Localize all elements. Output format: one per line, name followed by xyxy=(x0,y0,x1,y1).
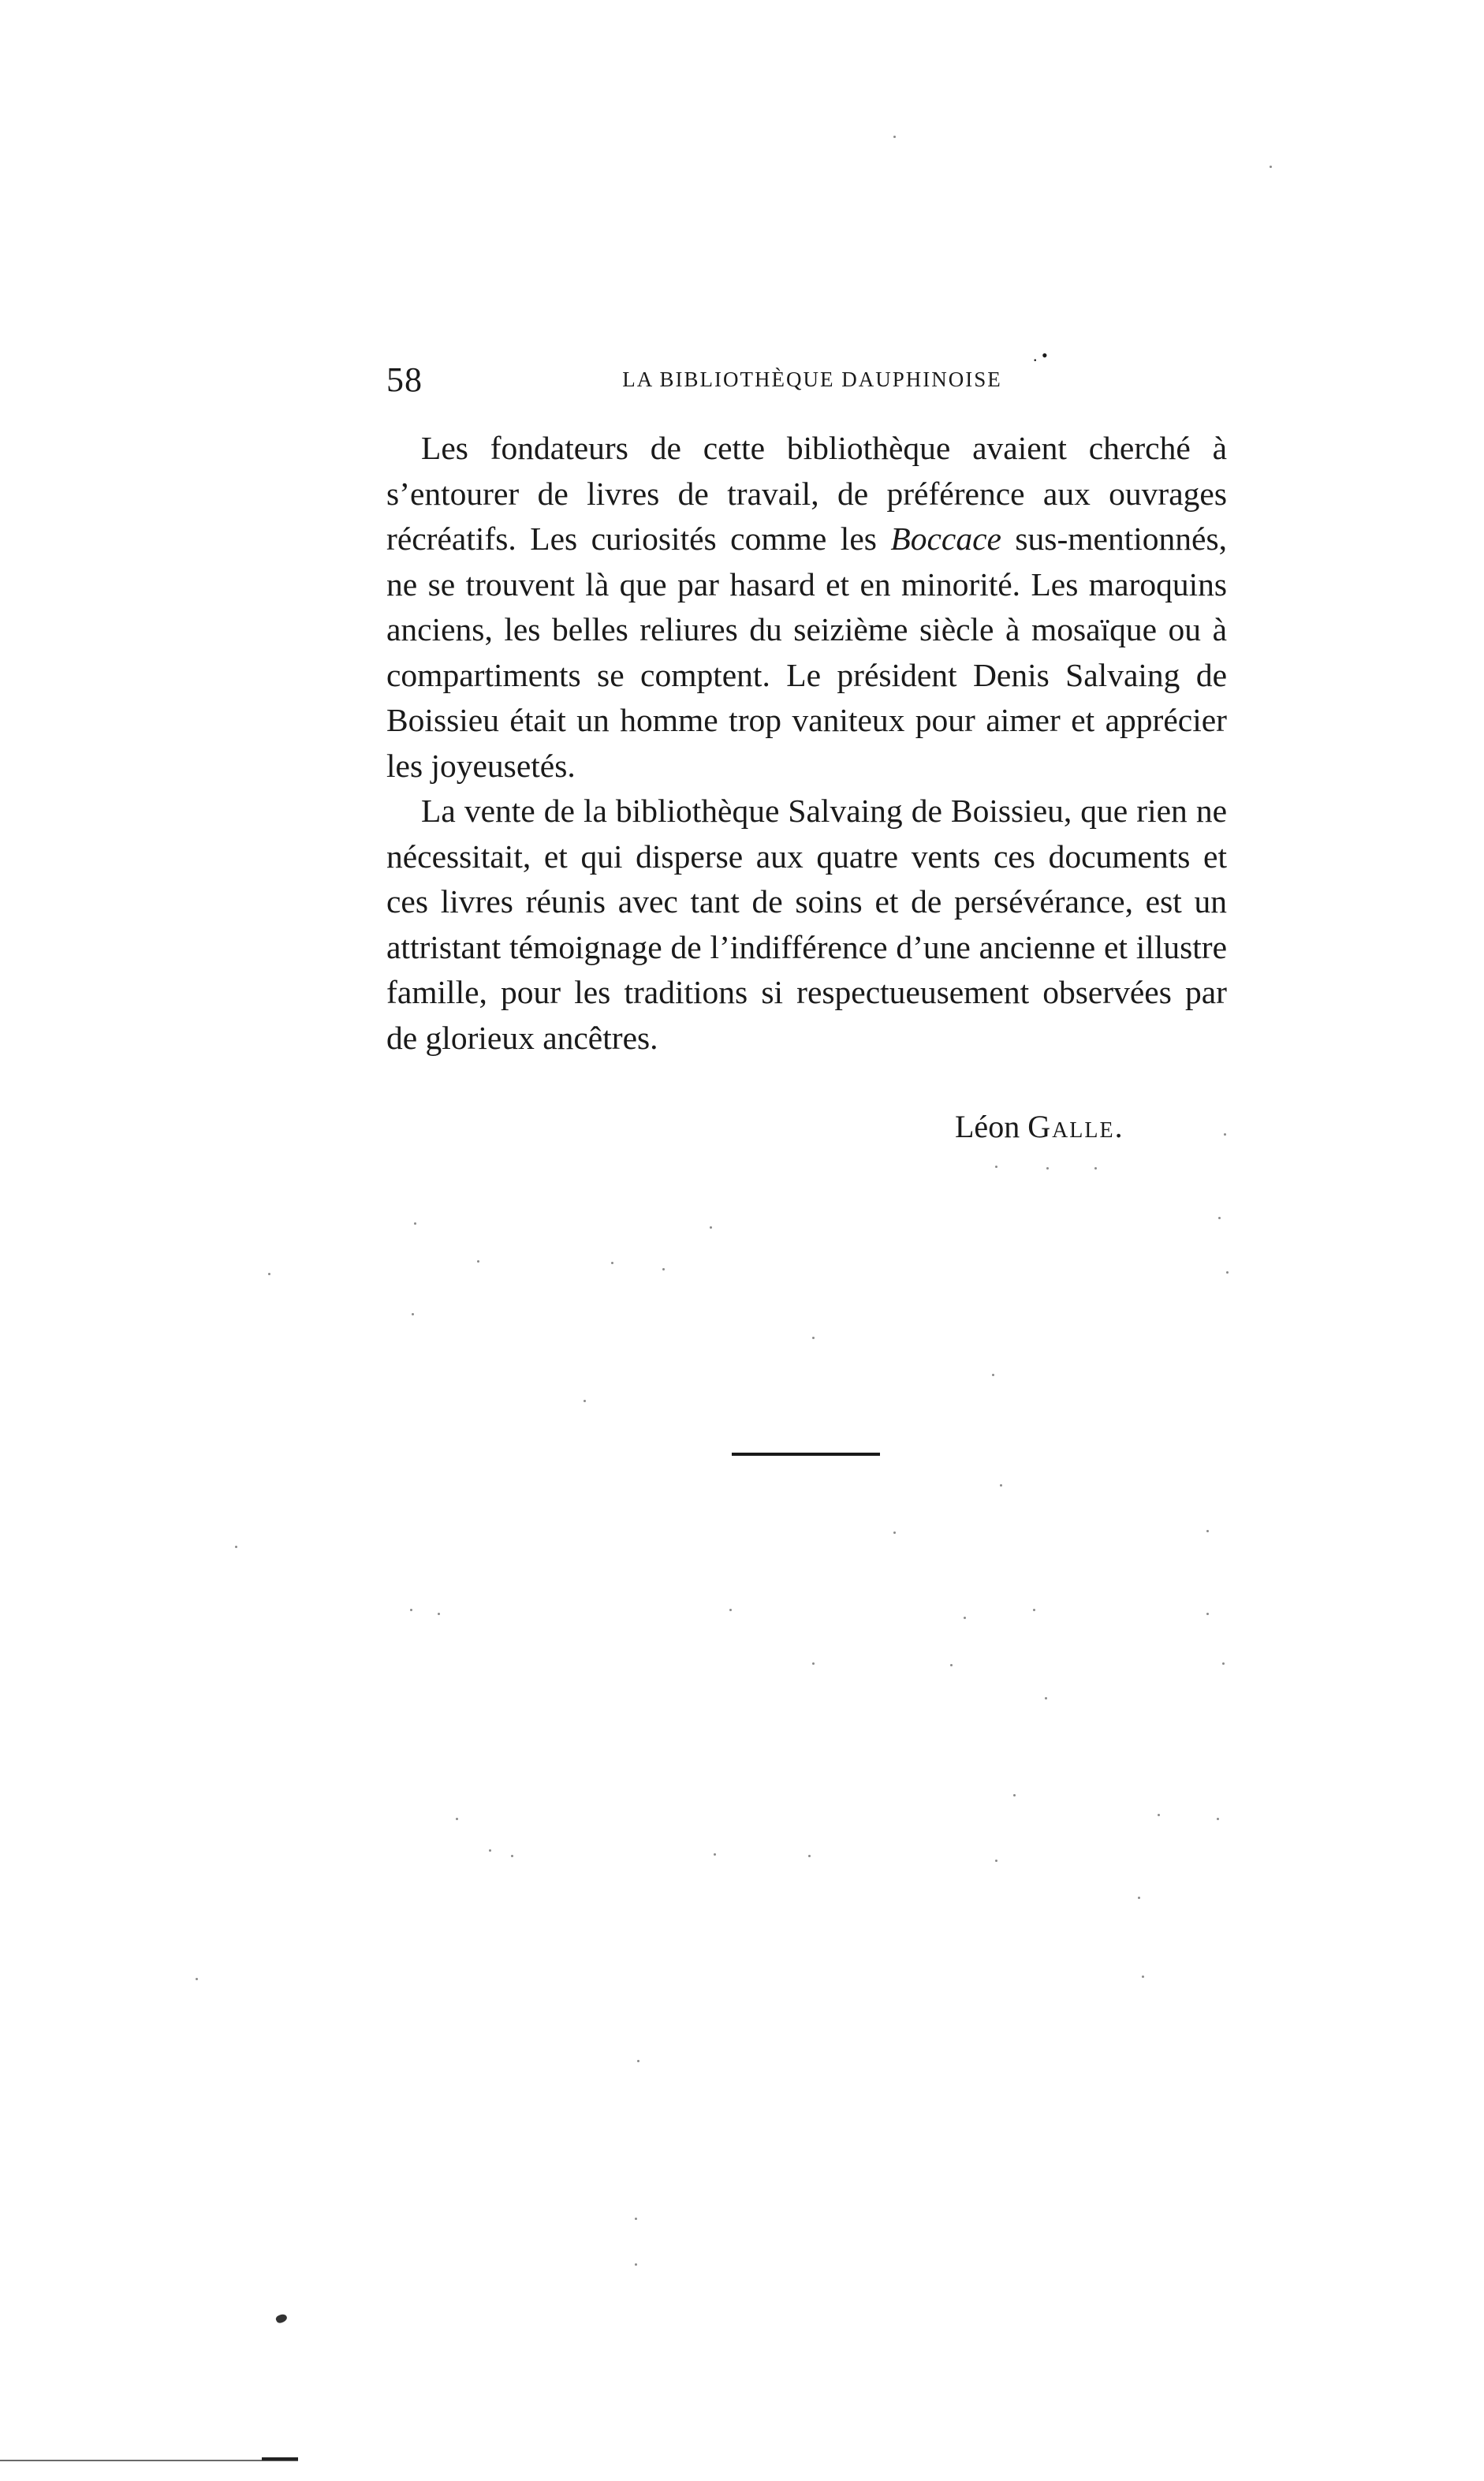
scan-speck xyxy=(995,1860,997,1862)
scan-speck xyxy=(1224,1133,1226,1136)
scan-speck xyxy=(268,1273,270,1275)
scan-speck xyxy=(964,1617,966,1619)
scan-speck xyxy=(1000,1484,1002,1487)
scan-speck xyxy=(1033,1609,1035,1611)
scan-speck xyxy=(438,1613,440,1615)
scan-edge-mark xyxy=(262,2457,298,2460)
scan-speck xyxy=(1206,1613,1209,1615)
scan-speck xyxy=(456,1818,458,1820)
scan-speck xyxy=(950,1664,953,1666)
scan-speck xyxy=(1142,1975,1144,1978)
scan-speck xyxy=(1217,1818,1219,1820)
italic-title-boccace: Boccace xyxy=(890,520,1001,557)
scan-speck xyxy=(995,1166,997,1168)
paragraph-1-text-end: sus-mentionnés, ne se trouvent là que par hasard et en minorité. Les maroquins anciens, les belles reliures du seizième siècle à mosaïque ou à compartiments se comptent. Le président Denis Salvaing de Boissieu était un homme trop vaniteux pour aimer et apprécier les joyeusetés. xyxy=(386,520,1227,784)
scan-speck xyxy=(410,1609,412,1611)
ink-mark xyxy=(275,2313,289,2325)
scan-speck xyxy=(1270,166,1272,168)
scan-speck xyxy=(1206,1530,1209,1532)
scan-speck xyxy=(808,1855,811,1857)
scan-speck xyxy=(714,1853,716,1856)
scan-speck xyxy=(662,1268,665,1270)
paragraph-1-text-start: Les fondateurs de cette bibliothèque avaient cherché à s’entourer de livres de travail, de préférence aux ouvrages récréatifs. Les curiosités comme les xyxy=(386,430,1227,557)
scan-speck xyxy=(584,1400,586,1402)
scan-speck xyxy=(477,1260,479,1263)
scan-speck xyxy=(893,136,896,138)
scan-speck xyxy=(992,1374,994,1376)
scan-speck xyxy=(812,1662,815,1665)
scan-speck xyxy=(412,1313,414,1315)
scan-speck xyxy=(729,1609,732,1611)
scan-speck xyxy=(1138,1897,1140,1899)
body-text xyxy=(386,426,1227,1061)
scan-speck xyxy=(235,1546,237,1548)
scan-speck xyxy=(1046,1167,1049,1170)
scan-speck xyxy=(635,2263,637,2266)
author-signature xyxy=(955,1108,1124,1145)
scan-speck xyxy=(710,1226,712,1229)
scan-speck xyxy=(489,1849,491,1852)
scan-speck xyxy=(635,2218,637,2220)
header-ornament: . • xyxy=(1033,345,1048,365)
scan-speck xyxy=(1222,1662,1225,1665)
scan-speck xyxy=(1218,1217,1221,1219)
paragraph-1 xyxy=(386,426,1227,789)
scan-speck xyxy=(196,1978,198,1980)
paragraph-2: La vente de la bibliothèque Salvaing de Boissieu, que rien ne nécessitait, et qui disperse aux quatre vents ces documents et ces livres réunis avec tant de soins et de persévérance, est un attristant témoignage de l’indifférence d’une ancienne et illustre famille, pour les traditions si respectueusement observées par de glorieux ancêtres. xyxy=(386,793,1227,1056)
scan-speck xyxy=(893,1532,896,1534)
scan-edge-rule xyxy=(0,2460,298,2461)
signature-first-name: Léon xyxy=(955,1109,1020,1144)
section-end-rule xyxy=(732,1453,880,1456)
scan-speck xyxy=(1013,1794,1016,1796)
scan-speck xyxy=(611,1262,613,1264)
running-title: LA BIBLIOTHÈQUE DAUPHINOISE xyxy=(622,367,1002,391)
scan-speck xyxy=(1045,1697,1047,1699)
scan-speck xyxy=(1094,1167,1097,1170)
scan-speck xyxy=(1158,1814,1160,1816)
scan-speck xyxy=(414,1222,416,1225)
running-head xyxy=(386,345,1238,410)
scan-speck xyxy=(1226,1271,1229,1274)
signature-last-name: Galle. xyxy=(1027,1109,1124,1144)
scan-speck xyxy=(812,1337,815,1339)
scan-speck xyxy=(637,2060,639,2062)
scan-speck xyxy=(511,1855,513,1857)
page-number: 58 xyxy=(386,360,423,399)
